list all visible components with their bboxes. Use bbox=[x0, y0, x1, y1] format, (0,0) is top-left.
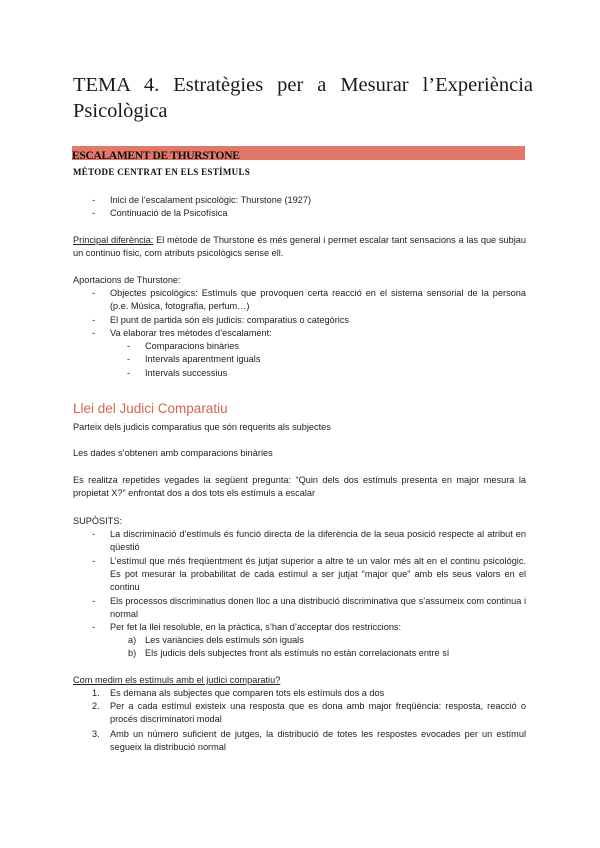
bullet-dash: - bbox=[92, 315, 96, 325]
principal-text: El mètode de Thurstone és més general i permet escalar tant sensacions a las que subjau un continuo físic, com atributs psicològics sense ell. bbox=[73, 235, 526, 258]
list-item: El punt de partida són els judicis: comparatius o categòrics bbox=[110, 315, 350, 325]
principal-label: Principal diferència: bbox=[73, 235, 154, 245]
aportacions-heading: Aportacions de Thurstone: bbox=[73, 275, 181, 285]
bullet-dash: - bbox=[92, 208, 96, 218]
restriction-item: Els judicis dels subjectes front als estímuls no estàn correlacionats entre sí bbox=[145, 648, 450, 658]
llei-paragraph-2: Les dades s’obtenen amb comparacions binàries bbox=[73, 448, 273, 458]
bullet-dash: - bbox=[92, 328, 96, 338]
list-item: L’estímul que més freqüentment és jutjat superior a altre té un valor més alt en el continu psicològic. Es pot mesurar la probabilitat de cada estímul a ser jutjat “major que” amb els seus valors en el continu bbox=[110, 556, 526, 592]
page-title: TEMA 4. Estratègies per a Mesurar l’Experiència Psicològica bbox=[73, 74, 533, 122]
sub-list-item: Intervals successius bbox=[145, 368, 228, 378]
bullet-dash: - bbox=[92, 622, 96, 632]
sub-list-item: Comparacions binàries bbox=[145, 341, 239, 351]
list-item: Els processos discriminatius donen lloc a una distribució discriminativa que s’assumeix com continua i normal bbox=[110, 596, 526, 619]
bullet-dash: - bbox=[92, 529, 96, 539]
numbered-marker: 2. bbox=[92, 701, 100, 711]
list-item: Va elaborar tres mètodes d’escalament: bbox=[110, 328, 272, 338]
numbered-marker: 1. bbox=[92, 688, 100, 698]
list-item: Objectes psicològics: Estímuls que provoquen certa reacció en el sistema sensorial de la persona (p.e. Música, fotografia, perfum…) bbox=[110, 288, 526, 311]
list-item: Per fet la llei resoluble, en la pràctica, s’han d’acceptar dos restriccions: bbox=[110, 622, 402, 632]
section-subheading: MÈTODE CENTRAT EN ELS ESTÍMULS bbox=[73, 167, 251, 177]
sub-list-item: Intervals aparentment iguals bbox=[145, 354, 261, 364]
bullet-dash: - bbox=[92, 596, 96, 606]
sub-bullet-dash: - bbox=[127, 354, 131, 364]
restriction-marker: b) bbox=[128, 648, 137, 658]
llei-paragraph-1: Parteix dels judicis comparatius que són requerits als subjectes bbox=[73, 422, 331, 432]
numbered-item: Per a cada estímul existeix una resposta que es dona amb major freqüència: resposta, reacció o procés discriminatori modal bbox=[110, 701, 526, 724]
numbered-item: Es demana als subjectes que comparen tots els estímuls dos a dos bbox=[110, 688, 385, 698]
llei-heading: Llei del Judici Comparatiu bbox=[73, 401, 228, 416]
bullet-dash: - bbox=[92, 195, 96, 205]
sub-bullet-dash: - bbox=[127, 341, 131, 351]
list-item: Continuació de la Psicofísica bbox=[110, 208, 228, 218]
section-heading: ESCALAMENT DE THURSTONE bbox=[72, 150, 240, 162]
restriction-item: Les variàncies dels estímuls són iguals bbox=[145, 635, 304, 645]
sub-bullet-dash: - bbox=[127, 368, 131, 378]
section-heading-bar bbox=[72, 146, 525, 160]
list-item: Inici de l’escalament psicològic: Thurstone (1927) bbox=[110, 195, 312, 205]
bullet-dash: - bbox=[92, 556, 96, 566]
numbered-marker: 3. bbox=[92, 729, 100, 739]
principal-paragraph bbox=[73, 234, 526, 260]
restriction-marker: a) bbox=[128, 635, 137, 645]
suposits-heading: SUPÒSITS: bbox=[73, 516, 123, 526]
llei-paragraph-3: Es realitza repetides vegades la següent pregunta: “Quin dels dos estímuls presenta en major mesura la propietat X?” enfrontat dos a dos tots els estímuls a escalar bbox=[73, 475, 526, 498]
com-heading: Com medim els estímuls amb el judici comparatiu? bbox=[73, 675, 281, 685]
bullet-dash: - bbox=[92, 288, 96, 298]
numbered-item: Amb un número suficient de jutges, la distribució de totes les respostes evocades per un estímul segueix la distribució normal bbox=[110, 729, 526, 752]
list-item: La discriminació d’estímuls és funció directa de la diferència de la seua posició respecte al atribut en qüestió bbox=[110, 529, 526, 552]
